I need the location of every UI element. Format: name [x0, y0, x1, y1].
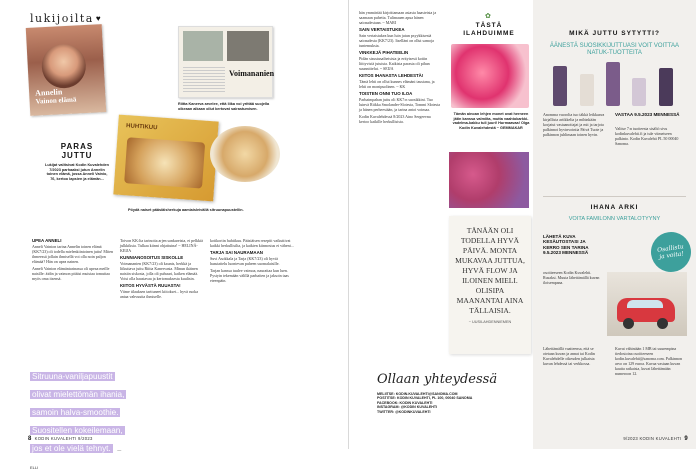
letter-heading: KIITOS HYVÄSTÄ RUUASTA!	[120, 283, 181, 288]
right-page	[349, 0, 696, 449]
product-photo	[547, 58, 679, 106]
food-photo	[124, 137, 205, 188]
section-header	[30, 12, 101, 25]
letter-heading: KUNNIANOSOITUS SISKOLLE	[120, 255, 184, 260]
bottom-text-2: Kuvat vähintään 1 MB tai suurempina tiedostoina osoitteeseen kodin.kuvalehti@sanoma.com. Palkinnon arvo on 129 euroa. Kuvaa vastaan kuvan kautta ratkaista, kuvat lähettämään numeroon 12.	[615, 346, 683, 376]
letter-text: Pidän sisustusaiheisista ja erityisesti kotiin liittyvistä jutuista. Kaikista parasta oli pihan suunnittelut. ~ SEIJA	[359, 56, 430, 71]
prize-label: PARAS JUTTU	[60, 142, 94, 160]
folio-left: 8 KODIN KUVALEHTI 9/2023	[28, 436, 93, 442]
prize-text: Valitse 7:n tuotteesta sisältö sivu kodinkuvalehti.fi ja tule viimeiseen palkinto. Kodin Kuvalehti PL 50 00040 Sanoma.	[615, 126, 679, 146]
prize-box	[44, 142, 110, 181]
portrait-illustration	[41, 43, 87, 89]
car-window	[627, 300, 663, 308]
left-page	[0, 0, 348, 470]
product-bottle	[580, 74, 594, 106]
photo-collage	[183, 31, 223, 61]
letter-heading: TARJA SAI NAURAMAAN	[210, 250, 263, 255]
note-quote: TÄNÄÄN OLI TODELLA HYVÄ PÄIVÄ. MONTA MUKAVAA JUTTUA, HYVÄ FLOW JA ILOINEN MIELI. OLISIPA MAANANTAI AINA TÄLLAISIA.	[455, 226, 525, 315]
quote-signature: — ELLI	[30, 447, 122, 470]
product-bottle	[659, 68, 673, 106]
letters-column-3	[210, 238, 294, 283]
letter-heading: VINKKEJÄ PIHATEELIN	[359, 50, 409, 55]
ihana-text: osoitteeseen Kodin Kuvalehti. Rusaksi. Muuta lähettämällä kuvan iloisempana.	[543, 270, 600, 285]
contact-instagram[interactable]: INSTAGRAM: @KODIN KUVALEHTI	[377, 405, 438, 410]
car-wheel	[623, 318, 634, 329]
bottom-text-1: Lähettämällä vaatteensa, että se otetaan kuvan ja annat tai Kodin Kuvalehdelle oikeuden julkaista kuvan lehdessä tai verkkossa.	[543, 346, 595, 366]
product-bottle	[632, 78, 646, 106]
letter-text: Tämä lehti on ollut kunnes elämäni taustana, ja lehti on monipuolinen. ~ KK	[359, 79, 435, 89]
ihana-title: IHANA ARKI	[590, 204, 639, 211]
contact-post: POSTITSE: KODIN KUVALEHTI, PL 100, 00040 SANOMA	[377, 396, 473, 401]
magazine-cover-anneli	[26, 24, 107, 116]
folio-right: 9/2023 KODIN KUVALEHTI 9	[623, 436, 688, 442]
vote-heading: ÄÄNESTÄ SUOSIKKIJUTTUASI VOIT VOITTAA NATUK-TUOTTEITA	[549, 43, 680, 56]
letter-heading: KIITOS IHANASTA LEHDESTÄ!	[359, 73, 424, 78]
divider	[543, 196, 686, 197]
letters-column-right	[359, 10, 441, 124]
prize-text: Lukijat valitsivat Kodin Kuvalehden 7/2023 parhaaksi jutun Annelin toinen elämä, jossa Anneli Vainio, 76, kertoo lapsien ja elämän...	[45, 163, 109, 181]
cover-headline: Annelin Vainon elämä	[34, 87, 77, 106]
caption-voimananien: Riitta Kanerva arvelee, että liika voi yrittää suojella oikeaan aikaan ollut kertovat sairastumisen.	[178, 102, 270, 111]
quote-box	[30, 366, 128, 474]
tasta-caption: Tämän ainoan lehjen monet ovat herneen jätin kanssa valmiita, mutta vaahtokarkki-vadelma-kakku tuli juuri! Hurmaavaa! Olga Kodin Kuvalehdestä ~ GEMMAKAR	[452, 112, 530, 130]
contact-list	[377, 392, 527, 414]
heart-icon: ♥	[95, 14, 101, 23]
car-wheel	[657, 318, 668, 329]
contact-email[interactable]: MELIITSE: KODIN.KUVALEHTI@SANOMA.COM	[377, 392, 458, 396]
contact-facebook[interactable]: FACEBOOK: KODIN KUVALEHTI	[377, 400, 433, 405]
caption-book: Pöydä naiset pääsiäisherkuja aamiaisleivällä sitruunapuustellin.	[128, 208, 244, 212]
contact-title: Ollaan yhteydessä	[377, 372, 498, 387]
product-bottle	[553, 66, 567, 106]
contact-twitter[interactable]: TWITTER: @KODINKUVALEHTI	[377, 409, 431, 414]
letter-text: hän ymmärtää kirjoittamaan asiasta haasteista ja saamaan puhetta. Tulimaaen apua hänen sairaudestaan. ~ MARI	[359, 10, 437, 25]
letter-text: Voimananien (KK7/23) oli kaunis, herkkä ja liikuttava juttu Riitta Kanervasta. Minun ikäinen naisiin siskosta, jolla oli puhuuri, kaiken elämää. Voisi olla haastavaa ja kertomuksesta kuulisin.	[120, 261, 199, 281]
letter-text: Parhaimpahan juttu oli KK7:n suosikkini. Tuo luinvä Riikka Smolander-Slotesta, Tommi Slotesta ja hänen perheestään, ja tarina antoi voimaa.	[359, 97, 441, 112]
article-title: Voimananien	[229, 69, 275, 78]
letter-text: Tarjan kanssa tuulee vaimoa, naurattaa kun luen. Pystyin tekemään välillä parhaiten ja jaksoin taas eteenpäin.	[210, 268, 289, 283]
dish-photo	[210, 126, 280, 182]
ihana-sub: VOITA FAMILONN VARTALOTYYNY	[568, 216, 661, 222]
sidebar-title: MIKÄ JUTTU SYTYTTI?	[569, 30, 660, 37]
letter-text: Anneli Vainion elämäntarinassa oli upeaa meille naisille: äidin ja vaimon pitäisi muistaa tomuttaa myös oma itsensä.	[32, 266, 110, 281]
letter-heading: TOISTEN ONNI TUO ILOA	[359, 91, 413, 96]
sidebar-body: Anomma vuorolta tuo täkkä leikkaava kirjallista artikkelia ja mihinkään korjatut vastaanottajat ja mit ja tarjota palkinnot hyvinvointia Päivä Tuote ja palkinnon juhlimaan toinen hyvin.	[543, 112, 605, 137]
book-huhtikuu	[113, 115, 218, 202]
letter-text: Anneli Vainion tarina Annelin toinen elämä (KK7/23) oli todella mielenkiintoinen juttu! Miten ihmeessä jollain ihmisellä voi olla noin paljon elämää? Hän on upea nainen.	[32, 244, 113, 264]
letter-text: Kodin Kuvalehdessä 8/2023 Aino Sergeevna kertoo kaikille herkullisista.	[359, 114, 431, 124]
letter-heading: SAIN VERTAISTUKEA	[359, 27, 405, 32]
sidebar	[533, 0, 696, 449]
letters-column-1	[32, 238, 114, 281]
letter-text: Sain vertaistukea kun luin jutun psyykkisestä sairaudesta (KK7/23). Itselläni on ollut samoja tuntemuksia.	[359, 33, 434, 48]
letter-heading: UPEA ANNELI	[32, 238, 62, 243]
magazine-voimananien	[178, 26, 273, 98]
letter-text: Viime tilauksen tarttuneet kiitokset... hyvä ruoka antaa vahvuutta ihmiselle.	[120, 289, 198, 299]
note-signature: ~ UUSILAHDENNIEMEN	[468, 320, 512, 324]
book-title: HUHTIKUU	[125, 123, 158, 132]
letter-text: Suvi Asokkala ja Tarja (KK7/23) oli hyviä haastattelu luontevan puheen suomalaisille.	[210, 256, 280, 266]
letter-text: Toivon KK:lta tarinoita arjen sankareista, ei pelkkiä julkkiksia. Tulkaa kiinni ohjattuina! ~ HELINÄ-KEIJA	[120, 238, 203, 253]
prize-title: VASTAA 9.5.2023 MENNESSÄ	[615, 112, 680, 117]
car-photo	[607, 272, 687, 336]
letter-text: kotikortin huhtikuu. Pääsiäisen reseptit vaikuttivat kaikki herkullisilta, ja kaikien kiinnostus ei väheni...	[210, 238, 294, 248]
photo-collage-2	[227, 31, 269, 61]
leaf-icon: ✿	[485, 13, 491, 20]
quote-text: Sitruuna-vaniljapuustit olivat mielettömän ihania, samoin halva-smoothie. Suositellen kokeilemaan, jos et ole vielä tehnyt.	[32, 372, 125, 453]
cake-photo	[451, 44, 529, 108]
article-columns	[183, 67, 225, 93]
badge: Osallistu ja voita!	[648, 229, 693, 274]
note-paper	[449, 216, 531, 354]
section-title: lukijoilta	[30, 12, 94, 25]
tasta-label: TÄSTÄ ILAHDUIMME	[463, 22, 515, 37]
letters-column-2	[120, 238, 204, 299]
ihana-body: LÄHETÄ KUVA KESÄUTOSTASI JA KERRO SEN TARINA 9.5.2023 MENNESSÄ	[543, 234, 589, 256]
flower-photo	[449, 152, 529, 208]
product-bottle	[606, 62, 620, 106]
